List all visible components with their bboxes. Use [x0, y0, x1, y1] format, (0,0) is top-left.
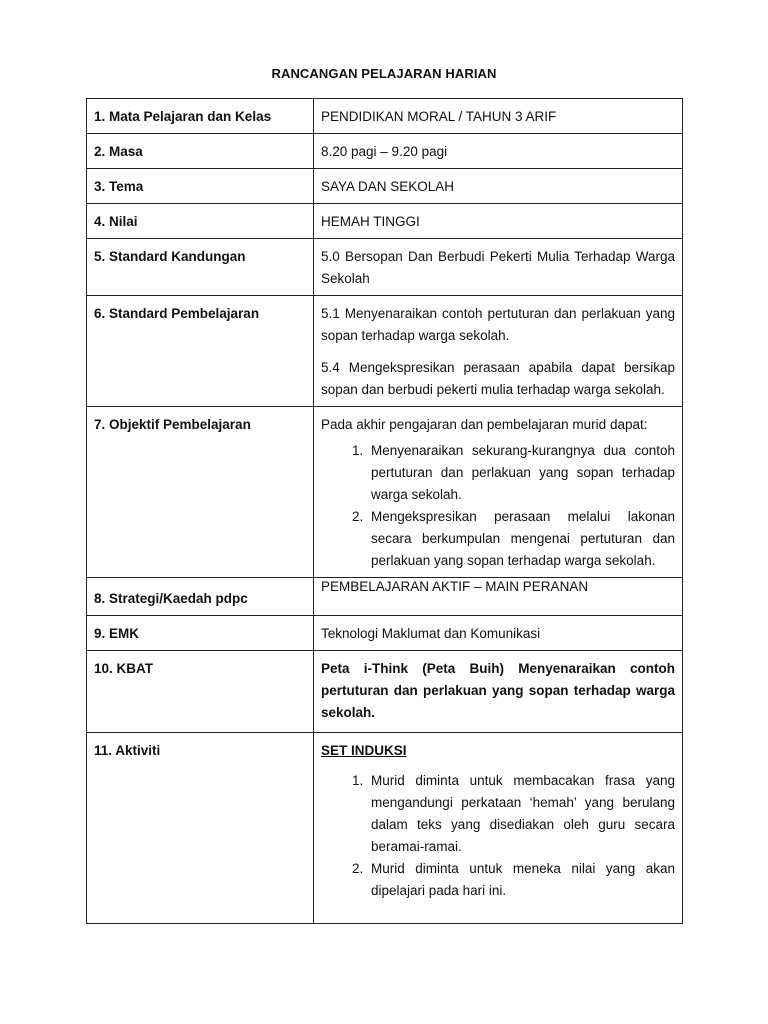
row-value: SAYA DAN SEKOLAH [314, 169, 683, 204]
list-item: 2. Mengekspresikan perasaan melalui lakonan secara berkumpulan mengenai pertuturan dan perlakuan yang sopan terhadap warga sekolah. [367, 506, 675, 572]
row-label: 11. Aktiviti [87, 733, 314, 924]
row-label: 1. Mata Pelajaran dan Kelas [87, 99, 314, 134]
row-value: Teknologi Maklumat dan Komunikasi [314, 616, 683, 651]
table-row [87, 239, 683, 296]
list-item: 1. Murid diminta untuk membacakan frasa yang mengandungi perkataan ‘hemah’ yang berulang dalam teks yang disediakan oleh guru secara beramai-ramai. [367, 770, 675, 858]
row-value: PEMBELAJARAN AKTIF – MAIN PERANAN [314, 578, 683, 616]
row-value: Peta i-Think (Peta Buih) Menyenaraikan contoh pertuturan dan perlakuan yang sopan terhadap warga sekolah. [314, 651, 683, 733]
row-label: 10. KBAT [87, 651, 314, 733]
row-value [314, 296, 683, 407]
activity-list [321, 770, 675, 902]
row-value: PENDIDIKAN MORAL / TAHUN 3 ARIF [314, 99, 683, 134]
list-item: 1. Menyenaraikan sekurang-kurangnya dua contoh pertuturan dan perlakuan yang sopan terhadap warga sekolah. [367, 440, 675, 506]
activity-heading: SET INDUKSI [321, 743, 407, 758]
row-label: 2. Masa [87, 134, 314, 169]
row-label: 5. Standard Kandungan [87, 239, 314, 296]
row-label: 8. Strategi/Kaedah pdpc [87, 578, 314, 616]
row-label: 7. Objektif Pembelajaran [87, 407, 314, 578]
table-row [87, 407, 683, 578]
standard-paragraph: 5.4 Mengekspresikan perasaan apabila dapat bersikap sopan dan berbudi pekerti mulia terhadap warga sekolah. [321, 360, 675, 397]
row-value: 5.0 Bersopan Dan Berbudi Pekerti Mulia Terhadap Warga Sekolah [314, 239, 683, 296]
table-row [87, 578, 683, 616]
document-title: RANCANGAN PELAJARAN HARIAN [271, 66, 497, 81]
row-label: 6. Standard Pembelajaran [87, 296, 314, 407]
row-label: 9. EMK [87, 616, 314, 651]
row-label: 4. Nilai [87, 204, 314, 239]
row-value: 8.20 pagi – 9.20 pagi [314, 134, 683, 169]
table-row [87, 134, 683, 169]
row-value [314, 733, 683, 924]
objective-intro: Pada akhir pengajaran dan pembelajaran murid dapat: [321, 417, 648, 432]
table-row [87, 616, 683, 651]
table-row [87, 651, 683, 733]
objective-list [321, 440, 675, 572]
row-value: HEMAH TINGGI [314, 204, 683, 239]
table-row [87, 733, 683, 924]
standard-paragraph: 5.1 Menyenaraikan contoh pertuturan dan perlakuan yang sopan terhadap warga sekolah. [321, 306, 675, 343]
table-row [87, 204, 683, 239]
list-item: 2. Murid diminta untuk meneka nilai yang akan dipelajari pada hari ini. [367, 858, 675, 902]
table-row [87, 169, 683, 204]
lesson-plan-table [86, 98, 683, 924]
row-label: 3. Tema [87, 169, 314, 204]
table-row [87, 99, 683, 134]
row-value [314, 407, 683, 578]
table-row [87, 296, 683, 407]
